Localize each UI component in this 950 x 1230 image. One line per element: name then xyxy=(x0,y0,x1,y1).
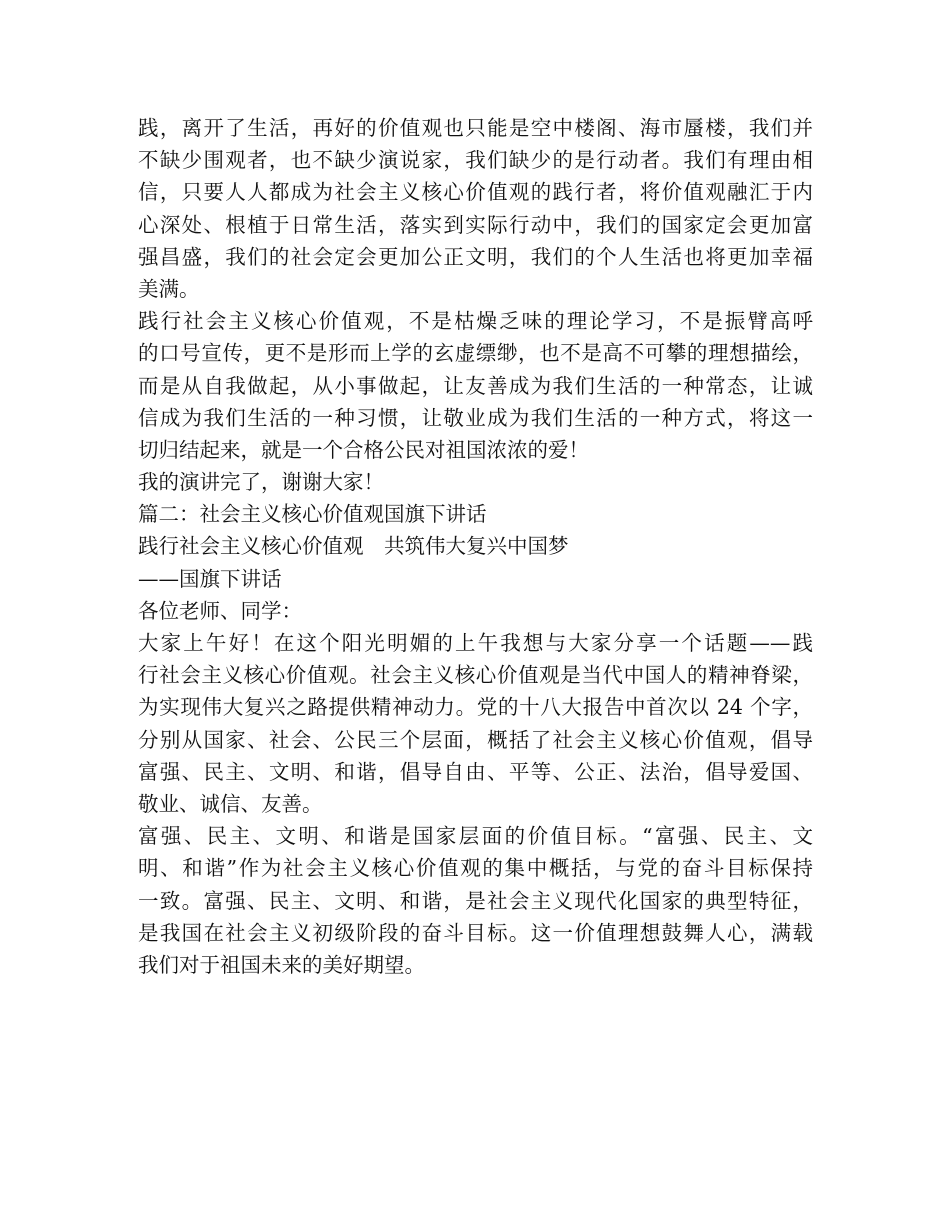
text-line: 篇二：社会主义核心价值观国旗下讲话 xyxy=(138,502,487,527)
text-line: 信成为我们生活的一种习惯，让敬业成为我们生活的一种方式，将这一 xyxy=(138,405,813,430)
text-line: 各位老师、同学： xyxy=(138,598,302,623)
text-line: 明、和谐”作为社会主义核心价值观的集中概括，与党的奋斗目标保持 xyxy=(138,856,813,881)
text-line: 不缺少围观者，也不缺少演说家，我们缺少的是行动者。我们有理由相 xyxy=(138,148,813,173)
text-line: 分别从国家、社会、公民三个层面，概括了社会主义核心价值观，倡导 xyxy=(138,727,813,752)
text-line: 我的演讲完了，谢谢大家！ xyxy=(138,470,384,495)
text-line: 的口号宣传，更不是形而上学的玄虚缥缈，也不是高不可攀的理想描绘， xyxy=(138,341,813,366)
text-line: 践行社会主义核心价值观，不是枯燥乏味的理论学习，不是振臂高呼 xyxy=(138,309,813,334)
text-line: 心深处、根植于日常生活，落实到实际行动中，我们的国家定会更加富 xyxy=(138,212,813,237)
text-line: 而是从自我做起，从小事做起，让友善成为我们生活的一种常态，让诚 xyxy=(138,373,813,398)
text-line: 我们对于祖国未来的美好期望。 xyxy=(138,952,425,977)
text-line: 强昌盛，我们的社会定会更加公正文明，我们的个人生活也将更加幸福 xyxy=(138,244,813,269)
text-line: 美满。 xyxy=(138,276,200,301)
text-line: 富强、民主、文明、和谐，倡导自由、平等、公正、法治，倡导爱国、 xyxy=(138,759,813,784)
text-line: ——国旗下讲话 xyxy=(138,566,282,591)
text-line: 为实现伟大复兴之路提供精神动力。党的十八大报告中首次以 24 个字， xyxy=(138,695,813,720)
document-body xyxy=(138,112,828,981)
text-line: 践行社会主义核心价值观 共筑伟大复兴中国梦 xyxy=(138,534,569,559)
text-line: 信，只要人人都成为社会主义核心价值观的践行者，将价值观融汇于内 xyxy=(138,180,813,205)
text-line: 敬业、诚信、友善。 xyxy=(138,791,323,816)
text-line: 大家上午好！在这个阳光明媚的上午我想与大家分享一个话题——践 xyxy=(138,631,813,655)
text-line: 一致。富强、民主、文明、和谐，是社会主义现代化国家的典型特征， xyxy=(138,888,813,913)
text-line: 行社会主义核心价值观。社会主义核心价值观是当代中国人的精神脊梁， xyxy=(138,663,813,688)
text-line: 践，离开了生活，再好的价值观也只能是空中楼阁、海市蜃楼，我们并 xyxy=(138,116,813,140)
text-line: 是我国在社会主义初级阶段的奋斗目标。这一价值理想鼓舞人心，满载 xyxy=(138,920,813,945)
text-line: 切归结起来，就是一个合格公民对祖国浓浓的爱！ xyxy=(138,437,589,462)
text-line: 富强、民主、文明、和谐是国家层面的价值目标。“富强、民主、文 xyxy=(138,824,813,849)
